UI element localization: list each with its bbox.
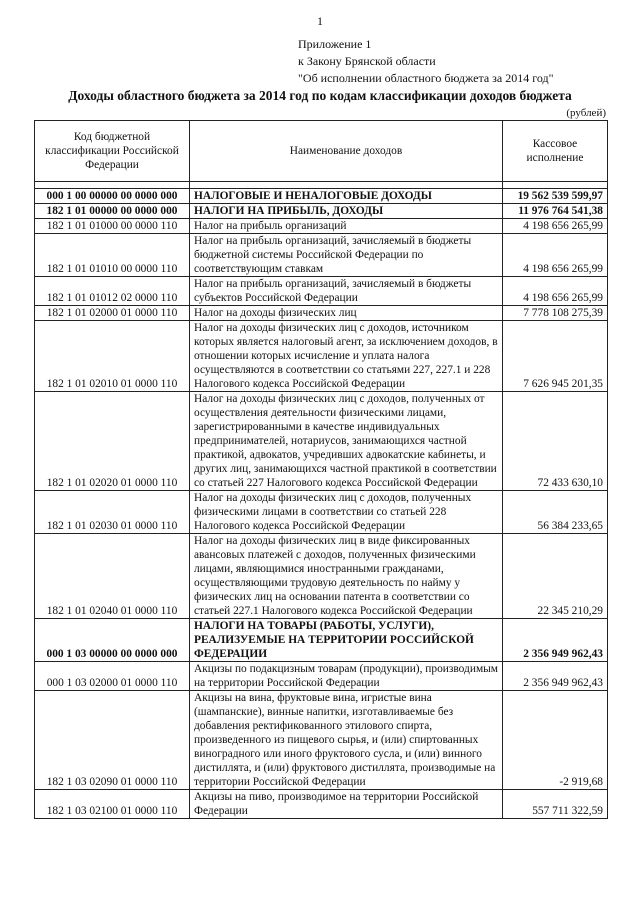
table-row — [35, 306, 608, 321]
table-header-row — [35, 121, 608, 182]
row-name: Налог на прибыль организаций, зачисляемый в бюджеты субъектов Российской Федерации — [190, 277, 503, 306]
row-code: 182 1 01 01010 00 0000 110 — [35, 234, 190, 277]
row-code: 182 1 01 01000 00 0000 110 — [35, 219, 190, 234]
row-amount: 4 198 656 265,99 — [503, 277, 608, 306]
appendix-line: "Об исполнении областного бюджета за 2014 год" — [298, 71, 554, 85]
row-code: 182 1 01 00000 00 0000 000 — [35, 204, 190, 219]
row-name: Акцизы на вина, фруктовые вина, игристые вина (шампанские), винные напитки, изготавливаемые без добавления ректификованного этилового спирта, произведенного из пищевого сырья, и (или) спиртованных виноградного или иного фруктового сусла, и (или) винного дистиллята, и (или) фруктового дистиллята, производимые на территории Российской Федерации — [190, 691, 503, 790]
appendix-line: к Закону Брянской области — [298, 54, 436, 68]
document-title: Доходы областного бюджета за 2014 год по кодам классификации доходов бюджета — [68, 88, 572, 103]
header-amount: Кассовое исполнение — [503, 121, 608, 182]
row-amount: 11 976 764 541,38 — [503, 204, 608, 219]
spacer-row — [35, 182, 608, 189]
row-code: 000 1 00 00000 00 0000 000 — [35, 189, 190, 204]
row-name: Налог на доходы физических лиц с доходов, полученных физическими лицами в соответствии со статьей 228 Налогового кодекса Российской Федерации — [190, 491, 503, 534]
row-amount: 7 778 108 275,39 — [503, 306, 608, 321]
row-code: 182 1 01 02000 01 0000 110 — [35, 306, 190, 321]
units-label: (рублей) — [566, 107, 606, 119]
table-row — [35, 204, 608, 219]
row-amount: -2 919,68 — [503, 691, 608, 790]
row-code: 000 1 03 00000 00 0000 000 — [35, 619, 190, 662]
row-amount: 4 198 656 265,99 — [503, 234, 608, 277]
table-row — [35, 691, 608, 790]
table-row — [35, 234, 608, 277]
appendix-block — [298, 36, 554, 87]
row-name: Налог на доходы физических лиц в виде фиксированных авансовых платежей с доходов, полученных физическими лицами, являющимися иностранными гражданами, осуществляющими трудовую деятельность по найму у физических лиц на основании патента в соответствии со статьей 227.1 Налогового кодекса Российской Федерации — [190, 534, 503, 619]
table-row — [35, 491, 608, 534]
page-number: 1 — [317, 14, 323, 28]
row-name: НАЛОГИ НА ПРИБЫЛЬ, ДОХОДЫ — [190, 204, 503, 219]
row-amount: 7 626 945 201,35 — [503, 321, 608, 392]
row-code: 182 1 01 02040 01 0000 110 — [35, 534, 190, 619]
row-amount: 56 384 233,65 — [503, 491, 608, 534]
table-row — [35, 662, 608, 691]
row-name: Налог на прибыль организаций, зачисляемый в бюджеты бюджетной системы Российской Федерации по соответствующим ставкам — [190, 234, 503, 277]
row-code: 182 1 01 02010 01 0000 110 — [35, 321, 190, 392]
row-amount: 22 345 210,29 — [503, 534, 608, 619]
table-row — [35, 277, 608, 306]
row-amount: 19 562 539 599,97 — [503, 189, 608, 204]
table-row — [35, 619, 608, 662]
row-code: 182 1 03 02100 01 0000 110 — [35, 790, 190, 819]
table-body — [35, 182, 608, 819]
header-code: Код бюджетной классификации Российской Федерации — [35, 121, 190, 182]
row-amount: 2 356 949 962,43 — [503, 662, 608, 691]
row-name: Акцизы на пиво, производимое на территории Российской Федерации — [190, 790, 503, 819]
row-name: Налог на доходы физических лиц с доходов, полученных от осуществления деятельности физическими лицами, зарегистрированными в качестве индивидуальных предпринимателей, нотариусов, занимающихся частной практикой, адвокатов, учредивших адвокатские кабинеты, и других лиц, занимающихся частной практикой в соответствии со статьей 227 Налогового кодекса Российской Федерации — [190, 392, 503, 491]
row-name: Налог на доходы физических лиц с доходов, источником которых является налоговый агент, за исключением доходов, в отношении которых исчисление и уплата налога осуществляются в соответствии со статьями 227, 227.1 и 228 Налогового кодекса Российской Федерации — [190, 321, 503, 392]
row-name: Акцизы по подакцизным товарам (продукции), производимым на территории Российской Федерации — [190, 662, 503, 691]
row-amount: 4 198 656 265,99 — [503, 219, 608, 234]
row-code: 182 1 01 02030 01 0000 110 — [35, 491, 190, 534]
header-name: Наименование доходов — [190, 121, 503, 182]
row-amount: 72 433 630,10 — [503, 392, 608, 491]
row-code: 182 1 03 02090 01 0000 110 — [35, 691, 190, 790]
income-table — [34, 120, 608, 819]
row-code: 182 1 01 02020 01 0000 110 — [35, 392, 190, 491]
table-row — [35, 321, 608, 392]
table-row — [35, 534, 608, 619]
row-name: НАЛОГИ НА ТОВАРЫ (РАБОТЫ, УСЛУГИ), РЕАЛИЗУЕМЫЕ НА ТЕРРИТОРИИ РОССИЙСКОЙ ФЕДЕРАЦИИ — [190, 619, 503, 662]
table-row — [35, 392, 608, 491]
table-row — [35, 189, 608, 204]
table-row — [35, 219, 608, 234]
appendix-line: Приложение 1 — [298, 37, 372, 51]
row-name: Налог на прибыль организаций — [190, 219, 503, 234]
row-amount: 2 356 949 962,43 — [503, 619, 608, 662]
row-code: 000 1 03 02000 01 0000 110 — [35, 662, 190, 691]
row-code: 182 1 01 01012 02 0000 110 — [35, 277, 190, 306]
row-amount: 557 711 322,59 — [503, 790, 608, 819]
row-name: Налог на доходы физических лиц — [190, 306, 503, 321]
row-name: НАЛОГОВЫЕ И НЕНАЛОГОВЫЕ ДОХОДЫ — [190, 189, 503, 204]
table-row — [35, 790, 608, 819]
